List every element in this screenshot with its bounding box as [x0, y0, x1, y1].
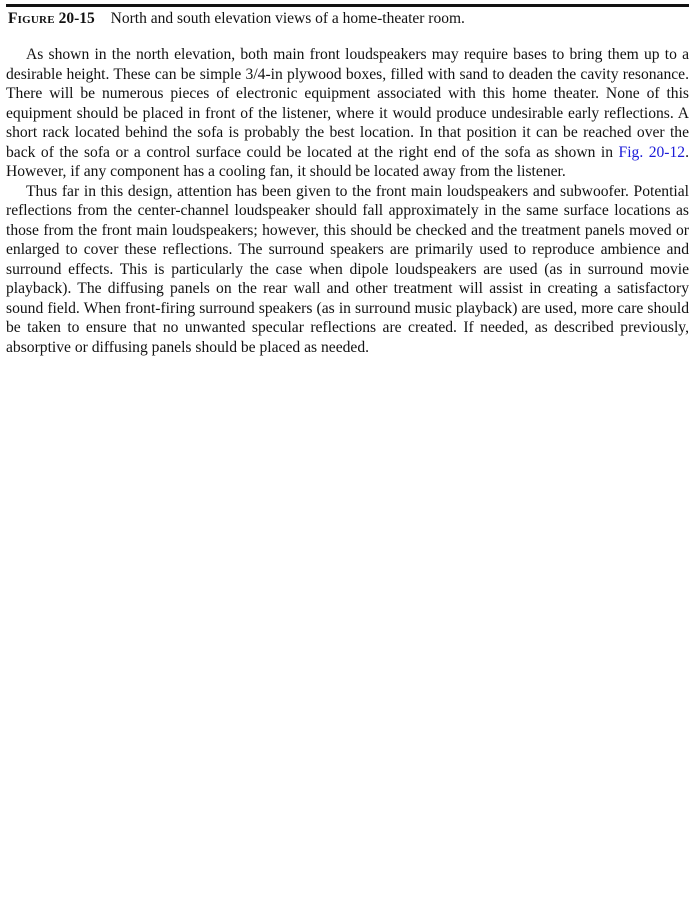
paragraph-1-text-after-link: . However, if any component has a cooling fan, it should be located away from the listener. [6, 143, 689, 180]
top-rule [6, 4, 689, 7]
body-text [6, 45, 689, 357]
paragraph-2: Thus far in this design, attention has been given to the front main loudspeakers and subwoofer. Potential reflections from the center-channel loudspeaker should fall approximately in the same surface locations as those from the front main loudspeakers; however, this should be checked and the treatment panels moved or enlarged to cover these reflections. The surround speakers are primarily used to reproduce ambience and surround effects. This is particularly the case when dipole loudspeakers are used (as in surround movie playback). The diffusing panels on the rear wall and other treatment will assist in creating a satisfactory sound field. When front-firing surround speakers (as in surround music playback) are used, more care should be taken to ensure that no unwanted specular reflections are created. If needed, as described previously, absorptive or diffusing panels should be placed as needed. [6, 182, 689, 356]
figure-label-number: 20-15 [58, 10, 95, 27]
figure-caption-text: North and south elevation views of a home-theater room. [110, 10, 465, 27]
paragraph-1-text-before-link: As shown in the north elevation, both main front loudspeakers may require bases to bring them up to a desirable height. These can be simple 3/4-in plywood boxes, filled with sand to deaden the cavity resonance. There will be numerous pieces of electronic equipment associated with this home theater. None of this equipment should be placed in front of the listener, where it would produce undesirable early reflections. A short rack located behind the sofa is probably the best location. In that position it can be reached over the back of the sofa or a control surface could be located at the right end of the sofa as shown in [6, 46, 689, 161]
figure-label-word: Figure [8, 10, 55, 27]
figure-reference-link[interactable]: Fig. 20-12 [618, 143, 686, 161]
paragraph-1 [6, 45, 689, 182]
figure-caption [8, 9, 688, 29]
